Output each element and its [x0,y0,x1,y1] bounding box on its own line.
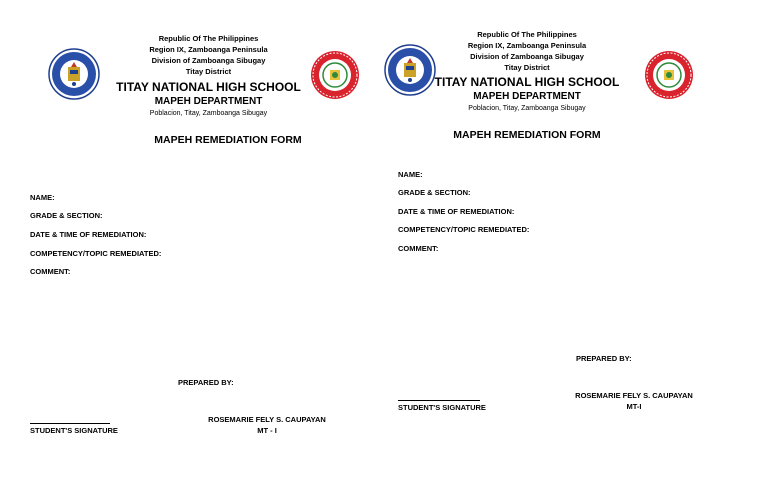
school-address: Poblacion, Titay, Zamboanga Sibugay [468,105,586,112]
header-region: Region IX, Zamboanga Peninsula [467,41,587,50]
school-name: TITAY NATIONAL HIGH SCHOOL [434,75,620,89]
form-title: MAPEH REMEDIATION FORM [154,134,302,146]
remediation-form-right [384,0,768,503]
preparer-name: ROSEMARIE FELY S. CAUPAYAN [208,415,326,424]
field-date-time: DATE & TIME OF REMEDIATION: [30,230,147,239]
field-grade-section: GRADE & SECTION: [30,211,103,220]
student-signature-line [30,423,110,424]
header-region: Region IX, Zamboanga Peninsula [149,45,268,54]
preparer-position: MT-I [626,402,642,411]
school-name: TITAY NATIONAL HIGH SCHOOL [116,80,301,94]
field-date-time: DATE & TIME OF REMEDIATION: [398,207,515,216]
preparer-name: ROSEMARIE FELY S. CAUPAYAN [575,391,693,400]
header-republic: Republic Of The Philippines [158,34,259,43]
field-name: NAME: [30,193,55,202]
header-division: Division of Zamboanga Sibugay [151,56,266,65]
field-competency: COMPETENCY/TOPIC REMEDIATED: [398,225,530,234]
preparer-position: MT - I [257,426,277,435]
form-title: MAPEH REMEDIATION FORM [453,129,601,141]
department-name: MAPEH DEPARTMENT [473,91,581,102]
student-signature-label: STUDENT'S SIGNATURE [30,426,118,435]
header-district: Titay District [185,67,232,76]
header-district: Titay District [504,63,550,72]
prepared-by-label: PREPARED BY: [576,354,632,363]
field-comment: COMMENT: [30,267,71,276]
field-name: NAME: [398,170,423,179]
header-republic: Republic Of The Philippines [477,30,577,39]
field-comment: COMMENT: [398,244,439,253]
field-competency: COMPETENCY/TOPIC REMEDIATED: [30,249,162,258]
student-signature-line [398,400,480,401]
prepared-by-label: PREPARED BY: [178,378,234,387]
student-signature-label: STUDENT'S SIGNATURE [398,403,486,412]
department-name: MAPEH DEPARTMENT [154,96,263,107]
field-grade-section: GRADE & SECTION: [398,188,471,197]
header-division: Division of Zamboanga Sibugay [470,52,584,61]
school-address: Poblacion, Titay, Zamboanga Sibugay [149,110,268,117]
